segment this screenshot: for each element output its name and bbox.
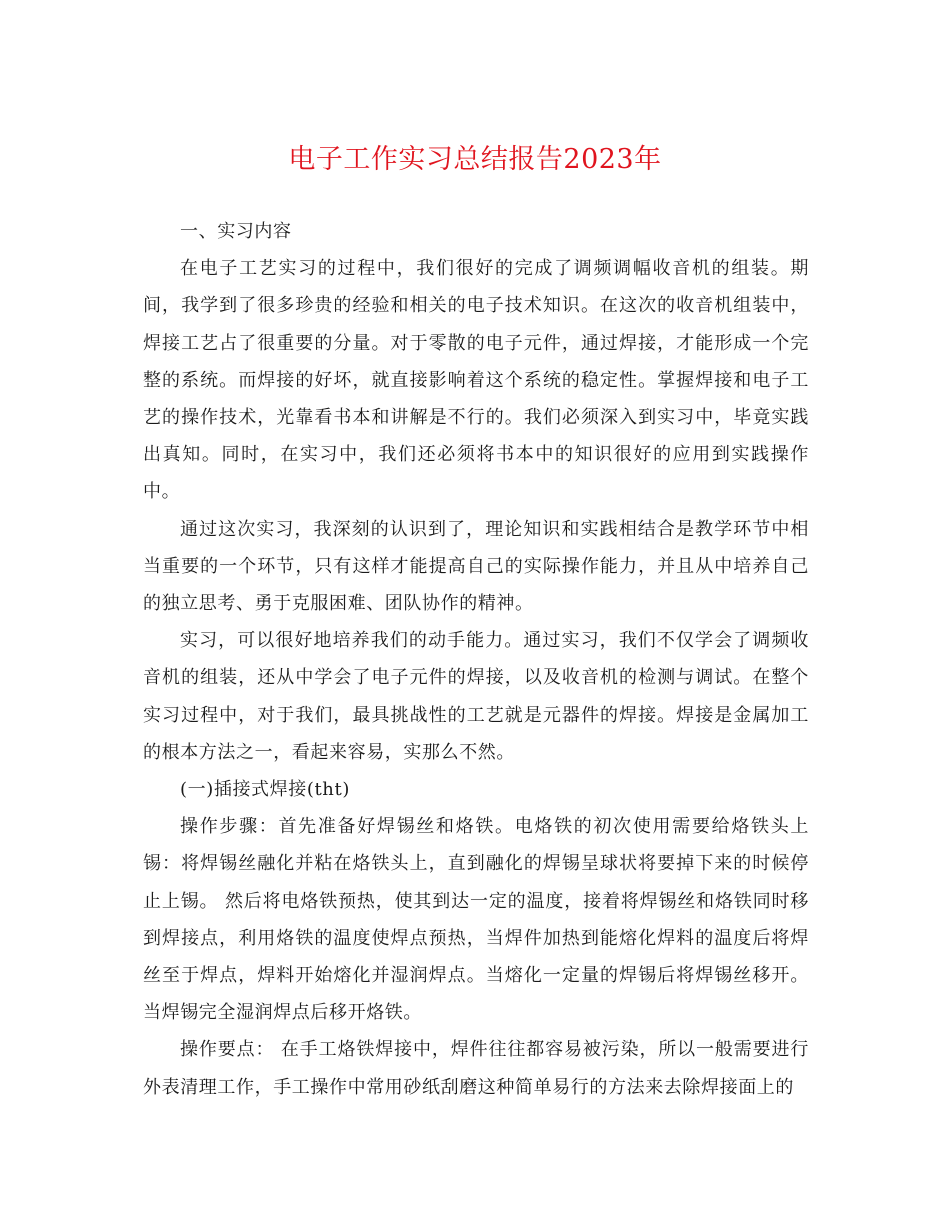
paragraph-operation-steps: 操作步骤：首先准备好焊锡丝和烙铁。电烙铁的初次使用需要给烙铁头上锡：将焊锡丝融化并粘在烙铁头上，直到融化的焊锡呈球状将要掉下来的时候停止上锡。 然后将电烙铁预热，使其到达一定的温度，接着将焊锡丝和烙铁同时移到焊接点，利用烙铁的温度使焊点预热，当焊件加热到能熔化焊料的温度后将焊丝至于焊点，焊料开始熔化并湿润焊点。当熔化一定量的焊锡后将焊锡丝移开。当焊锡完全湿润焊点后移开烙铁。 [143,816,809,1024]
paragraph-hands-on-ability: 实习，可以很好地培养我们的动手能力。通过实习，我们不仅学会了调频收音机的组装，还从中学会了电子元件的焊接，以及收音机的检测与调试。在整个实习过程中，对于我们，最具挑战性的工艺就是元器件的焊接。焊接是金属加工的根本方法之一，看起来容易，实那么不然。 [143,630,809,763]
subsection-heading-tht: (一)插接式焊接(tht) [180,779,350,801]
paragraph-internship-overview: 在电子工艺实习的过程中，我们很好的完成了调频调幅收音机的组装。期间，我学到了很多珍贵的经验和相关的电子技术知识。在这次的收音机组装中，焊接工艺占了很重要的分量。对于零散的电子元件，通过焊接，才能形成一个完整的系统。而焊接的好坏，就直接影响着这个系统的稳定性。掌握焊接和电子工艺的操作技术，光靠看书本和讲解是不行的。我们必须深入到实习中，毕竟实践出真知。同时，在实习中，我们还必须将书本中的知识很好的应用到实践操作中。 [143,258,809,503]
document-title: 电子工作实习总结报告2023年 [288,144,662,175]
paragraph-operation-key-points: 操作要点： 在手工烙铁焊接中，焊件往往都容易被污染，所以一般需要进行外表清理工作，手工操作中常用砂纸刮磨这种简单易行的方法来去除焊接面上的 [143,1039,809,1098]
section-heading-internship-content: 一、实习内容 [180,221,292,242]
paragraph-theory-practice: 通过这次实习，我深刻的认识到了，理论知识和实践相结合是教学环节中相当重要的一个环节，只有这样才能提高自己的实际操作能力，并且从中培养自己的独立思考、勇于克服困难、团队协作的精神。 [143,518,809,615]
document-body [143,213,809,1106]
